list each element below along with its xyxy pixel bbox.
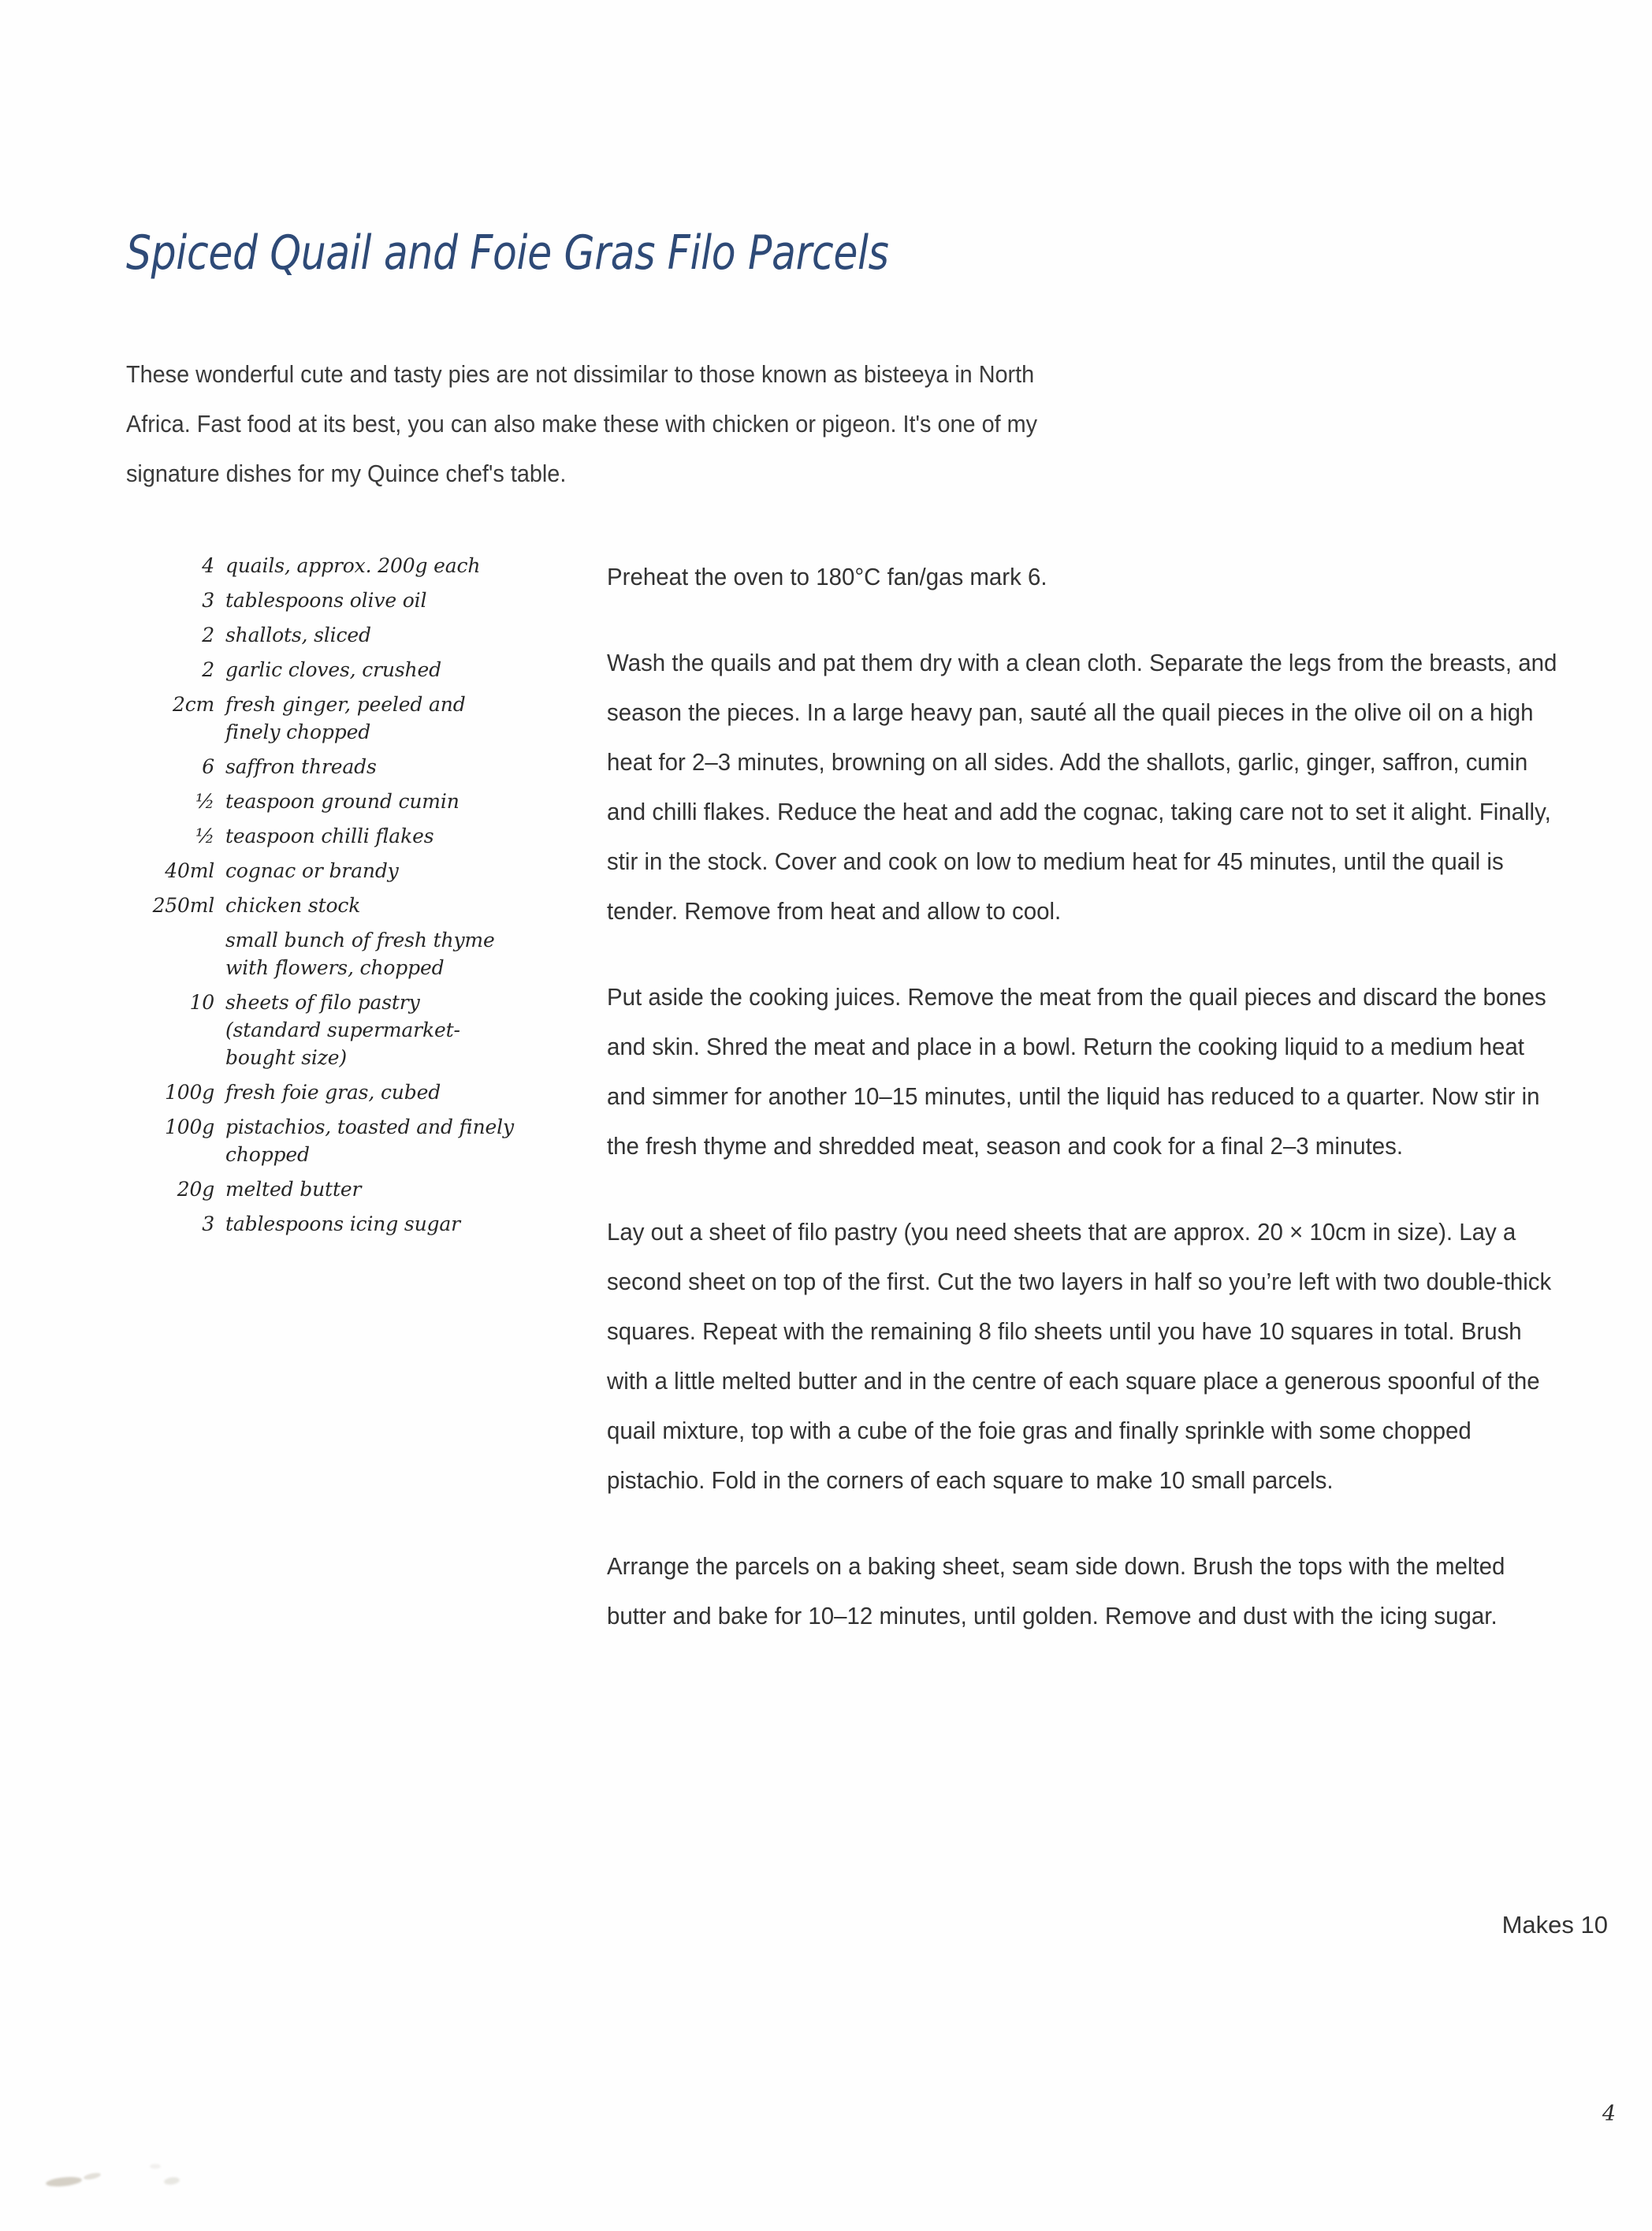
method-paragraph: Preheat the oven to 180°C fan/gas mark 6.	[607, 563, 1047, 590]
method-steps	[607, 552, 1608, 1641]
ingredient-quantity: 6	[202, 755, 214, 778]
ingredient-item	[126, 989, 520, 1071]
ingredient-quantity: ½	[195, 825, 214, 847]
ingredient-quantity: 20g	[177, 1178, 214, 1201]
ingredient-quantity: 3	[202, 589, 214, 612]
ingredient-item	[126, 822, 520, 850]
ingredient-name: chicken stock	[225, 894, 361, 917]
scan-artifact	[163, 2177, 180, 2186]
ingredient-name: shallots, sliced	[225, 624, 371, 646]
ingredient-quantity: 4	[202, 554, 214, 577]
ingredient-item	[126, 1113, 520, 1168]
method-paragraph: Lay out a sheet of filo pastry (you need sheets that are approx. 20 × 10cm in size). Lay a second sheet on top of the first. Cut the two layers in half so you’re left with two double-thick squares. Repeat with the remaining 8 filo sheets until you have 10 squares in total. Brush with a little melted butter and in the centre of each square place a generous spoonful of the quail mixture, top with a cube of the foie gras and finally sprinkle with some chopped pistachio. Fold in the corners of each square to make 10 small parcels.	[607, 1218, 1552, 1494]
ingredient-name: pistachios, toasted and finely chopped	[225, 1116, 514, 1166]
scan-artifact	[46, 2176, 83, 2188]
ingredient-name: garlic cloves, crushed	[225, 658, 441, 681]
ingredient-quantity: 3	[202, 1212, 214, 1235]
ingredient-name: melted butter	[225, 1178, 362, 1201]
ingredient-name: teaspoon ground cumin	[225, 790, 460, 813]
ingredient-name: sheets of filo pastry (standard supermarket-bought size)	[225, 991, 460, 1069]
yield-label: Makes 10	[1501, 1911, 1608, 1939]
scan-artifact	[150, 2164, 161, 2169]
ingredient-item	[126, 926, 520, 981]
recipe-intro: These wonderful cute and tasty pies are not dissimilar to those known as bisteeya in North Africa. Fast food at its best, you can also make these with chicken or pigeon. It's one of my signature dishes for my Quince chef's table.	[126, 360, 1038, 487]
ingredient-item	[126, 552, 520, 579]
ingredient-quantity: 2	[202, 658, 214, 681]
method-paragraph: Arrange the parcels on a baking sheet, seam side down. Brush the tops with the melted butter and bake for 10–12 minutes, until golden. Remove and dust with the icing sugar.	[607, 1552, 1505, 1629]
ingredient-quantity: 2	[202, 624, 214, 646]
ingredient-item	[126, 656, 520, 683]
ingredient-item	[126, 1210, 520, 1238]
ingredient-item	[126, 587, 520, 614]
ingredient-name: teaspoon chilli flakes	[225, 825, 434, 847]
page-title: Spiced Quail and Foie Gras Filo Parcels	[126, 225, 889, 281]
ingredient-item	[126, 691, 520, 746]
ingredient-quantity: 40ml	[165, 859, 214, 882]
scan-artifact	[84, 2172, 102, 2181]
ingredient-name: fresh foie gras, cubed	[225, 1081, 441, 1104]
ingredient-item	[126, 621, 520, 649]
ingredient-quantity: 2cm	[172, 693, 214, 716]
method-paragraph: Wash the quails and pat them dry with a clean cloth. Separate the legs from the breasts, and season the pieces. In a large heavy pan, sauté all the quail pieces in the olive oil on a high heat for 2–3 minutes, browning on all sides. Add the shallots, garlic, ginger, saffron, cumin and chilli flakes. Reduce the heat and add the cognac, taking care not to set it alight. Finally, stir in the stock. Cover and cook on low to medium heat for 45 minutes, until the quail is tender. Remove from heat and allow to cool.	[607, 649, 1557, 925]
ingredient-item	[126, 788, 520, 815]
method-paragraph: Put aside the cooking juices. Remove the meat from the quail pieces and discard the bones and skin. Shred the meat and place in a bowl. Return the cooking liquid to a medium heat and simmer for another 10–15 minutes, until the liquid has reduced to a quarter. Now stir in the fresh thyme and shredded meat, season and cook for a final 2–3 minutes.	[607, 983, 1546, 1160]
ingredient-item	[126, 892, 520, 919]
ingredient-name: quails, approx. 200g each	[225, 554, 481, 577]
ingredient-name: saffron threads	[225, 755, 377, 778]
ingredient-name: small bunch of fresh thyme with flowers, chopped	[225, 929, 495, 979]
ingredient-quantity: 100g	[165, 1081, 214, 1104]
ingredient-name: fresh ginger, peeled and finely chopped	[225, 693, 466, 743]
ingredient-quantity: 250ml	[152, 894, 214, 917]
page-number: 4	[1602, 2102, 1616, 2126]
ingredients-list	[126, 552, 520, 1245]
ingredient-item	[126, 1175, 520, 1203]
ingredient-quantity: 10	[189, 991, 214, 1014]
ingredient-item	[126, 753, 520, 780]
ingredient-name: cognac or brandy	[225, 859, 399, 882]
ingredient-quantity: 100g	[165, 1116, 214, 1138]
ingredient-name: tablespoons icing sugar	[225, 1212, 460, 1235]
ingredient-name: tablespoons olive oil	[225, 589, 427, 612]
ingredient-item	[126, 1078, 520, 1106]
ingredient-quantity: ½	[195, 790, 214, 813]
ingredient-item	[126, 857, 520, 885]
